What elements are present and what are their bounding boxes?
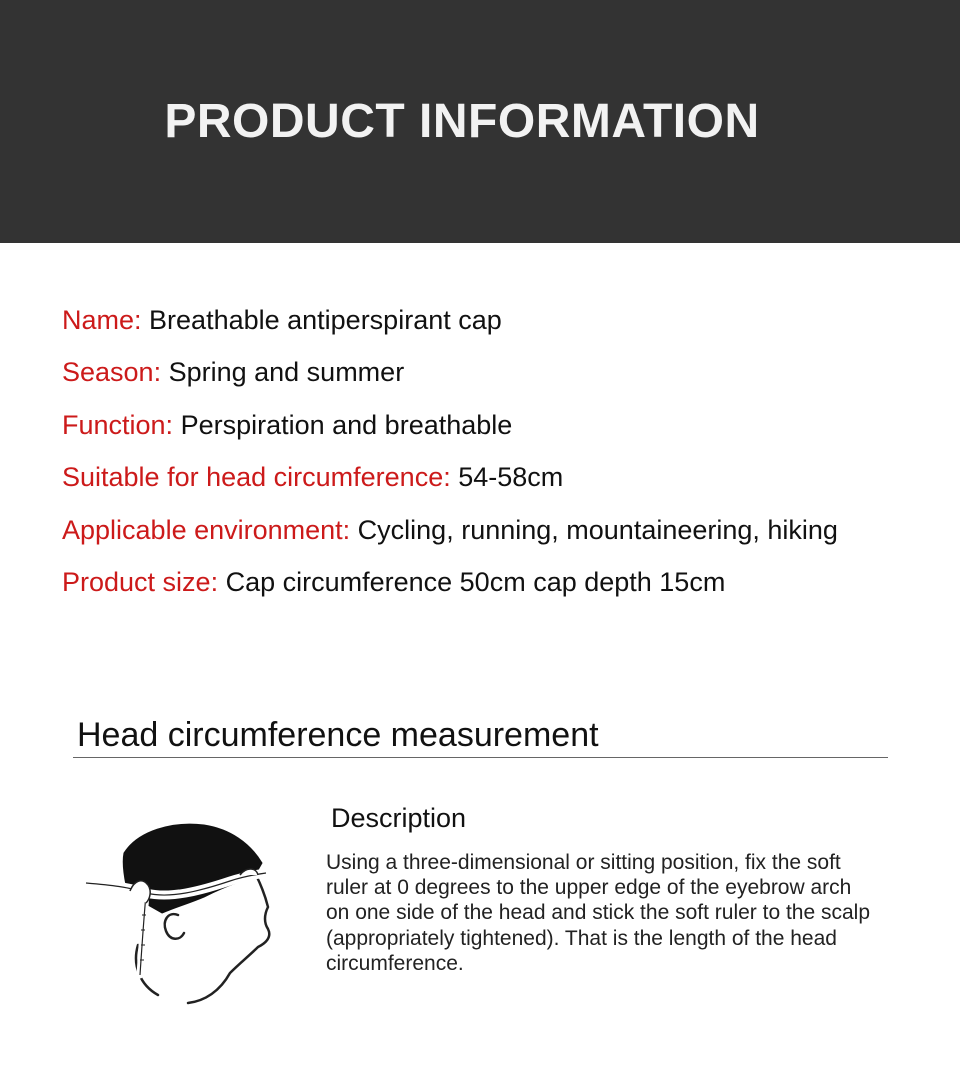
spec-label: Suitable for head circumference:: [62, 462, 459, 493]
spec-label: Name:: [62, 305, 150, 335]
description-text: [326, 850, 956, 976]
product-spec-list: [62, 300, 952, 614]
spec-row-product-size: [62, 562, 952, 614]
spec-value: Perspiration and breathable: [180, 409, 513, 440]
section-divider: [73, 757, 888, 758]
spec-label: Product size:: [62, 566, 226, 597]
description-line: circumference.: [326, 951, 464, 975]
description-line: ruler at 0 degrees to the upper edge of the eyebrow arch: [326, 876, 852, 900]
spec-value: Cycling, running, mountaineering, hiking: [357, 514, 838, 545]
spec-row-name: [62, 300, 952, 352]
spec-label: Season:: [62, 357, 169, 388]
measurement-section-title: Head circumference measurement: [77, 716, 599, 754]
spec-label: Applicable environment:: [62, 514, 358, 545]
spec-row-head-circumference: [62, 457, 952, 509]
spec-row-function: [62, 405, 952, 457]
description-line: (appropriately tightened). That is the length of the head: [326, 926, 837, 950]
spec-row-environment: [62, 510, 952, 562]
spec-row-season: [62, 352, 952, 404]
page-title: PRODUCT INFORMATION: [164, 95, 760, 148]
description-title: Description: [331, 803, 467, 833]
spec-value: 54-58cm: [458, 462, 564, 493]
description-line: on one side of the head and stick the soft ruler to the scalp: [326, 901, 871, 925]
spec-label: Function:: [62, 409, 181, 440]
description-line: Using a three-dimensional or sitting position, fix the soft: [326, 851, 841, 874]
spec-value: Spring and summer: [168, 357, 405, 388]
head-with-measuring-tape-illustration: [80, 795, 285, 1010]
spec-value: Cap circumference 50cm cap depth 15cm: [225, 566, 726, 597]
spec-value: Breathable antiperspirant cap: [149, 305, 502, 335]
header-banner: [0, 0, 960, 243]
